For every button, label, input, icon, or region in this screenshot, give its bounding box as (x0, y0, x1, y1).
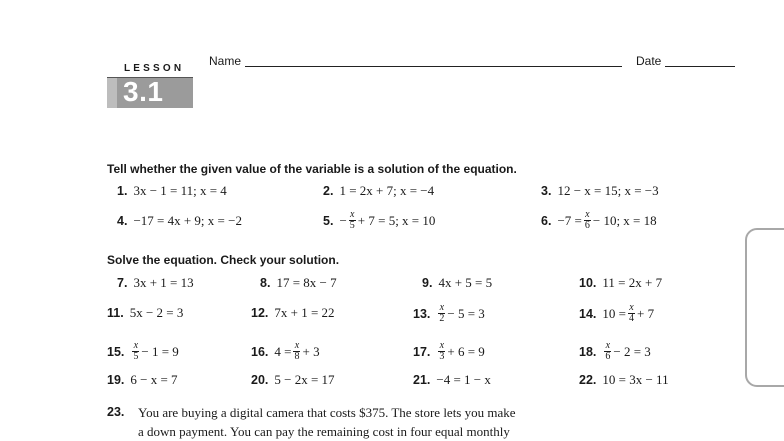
fraction: $\frac{x}{5}$ (133, 340, 139, 362)
problem-number: 8. (260, 276, 271, 290)
problem-expression: − 10; x = 18 (592, 212, 657, 228)
problem-number: 20. (251, 373, 269, 387)
name-field-line[interactable] (245, 66, 622, 67)
date-field-line[interactable] (665, 66, 735, 67)
problem-22 (579, 372, 669, 388)
problem-number: 11. (107, 306, 124, 320)
problem-2 (323, 183, 434, 199)
problem-4 (117, 213, 242, 229)
problem-expression: 17 = 8x − 7 (276, 275, 337, 290)
problem-5: 5. − $\frac{x}{5}$ + 7 = 5; x = 10 (323, 209, 436, 231)
problem-number: 22. (579, 373, 597, 387)
problem-12 (251, 305, 335, 321)
problem-expression: 11 = 2x + 7 (602, 275, 663, 290)
fraction: $\frac{x}{6}$ (605, 340, 611, 362)
problem-number: 14. (579, 306, 597, 321)
section1-instruction: Tell whether the given value of the variable is a solution of the equation. (107, 162, 517, 176)
problem-number: 5. (323, 213, 334, 228)
problem-20 (251, 372, 335, 388)
problem-expression: 4x + 5 = 5 (438, 275, 493, 290)
problem-15 (107, 341, 179, 362)
lesson-number: 3.1 (123, 76, 164, 107)
lesson-badge-strip (107, 78, 117, 108)
problem-expression: 3x + 1 = 13 (133, 275, 194, 290)
word-problem-line: a down payment. You can pay the remaining cost in four equal monthly (138, 424, 510, 439)
problem-expression-pre: 3 (133, 183, 140, 198)
side-tab (745, 228, 784, 387)
problem-17 (413, 341, 485, 362)
word-problem-text (138, 403, 608, 441)
problem-8 (260, 275, 337, 291)
problem-number: 12. (251, 306, 269, 320)
problem-number: 6. (541, 213, 552, 228)
problem-9 (422, 275, 492, 291)
problem-19 (107, 372, 178, 388)
problem-13 (413, 303, 485, 324)
problem-10 (579, 275, 662, 291)
problem-number: 16. (251, 344, 269, 359)
problem-expression: 10 = 3x − 11 (602, 372, 669, 387)
fraction: $\frac{x}{5}$ (349, 209, 355, 231)
fraction: $\frac{x}{2}$ (439, 302, 445, 324)
problem-16 (251, 341, 320, 362)
problem-number: 15. (107, 344, 125, 359)
problem-expression: − 2 = 3 (613, 343, 651, 359)
problem-18 (579, 341, 651, 362)
problem-number: 4. (117, 214, 128, 228)
problem-expression: 6 − x = 7 (130, 372, 178, 387)
problem-number: 17. (413, 344, 431, 359)
problem-expression: + 7 = 5; x = 10 (357, 212, 436, 228)
problem-14 (579, 303, 654, 324)
problem-number: 1. (117, 184, 128, 198)
word-problem-line: You are buying a digital camera that costs $375. The store lets you make (138, 405, 516, 420)
date-label: Date (636, 54, 662, 68)
problem-expression: − 5 = 3 (447, 305, 485, 321)
lesson-label: LESSON (124, 63, 185, 74)
problem-number: 10. (579, 276, 597, 290)
problem-expression: 7x + 1 = 22 (274, 305, 335, 320)
problem-expression: + 3 (302, 343, 320, 359)
problem-expression: 12 − x = 15; x = −3 (557, 183, 659, 198)
name-label: Name (209, 54, 242, 68)
problem-expression: + 7 (636, 305, 655, 321)
problem-number: 19. (107, 373, 125, 387)
problem-number: 9. (422, 276, 433, 290)
problem-3 (541, 183, 659, 199)
problem-number: 23. (107, 405, 125, 419)
problem-expression: + 6 = 9 (447, 343, 485, 359)
problem-expression: − 1 = 9 (141, 343, 179, 359)
problem-expression: 5 − 2x = 17 (274, 372, 335, 387)
problem-21 (413, 372, 491, 388)
problem-7 (117, 275, 194, 291)
problem-expression: 1 = 2x + 7; x = −4 (339, 183, 435, 198)
fraction: $\frac{x}{4}$ (628, 302, 634, 324)
problem-23 (107, 403, 608, 441)
problem-1 (117, 183, 227, 199)
problem-expression-pre: −7 = (557, 212, 582, 228)
fraction: $\frac{x}{3}$ (439, 340, 445, 362)
problem-expression-pre: 4 = (274, 343, 292, 359)
problem-expression-pre: 10 = (602, 305, 626, 321)
lesson-badge (107, 78, 193, 108)
problem-6 (541, 210, 657, 231)
problem-number: 18. (579, 344, 597, 359)
problem-expression: −4 = 1 − x (436, 372, 491, 387)
problem-expression: x − 1 = 11; x = 4 (139, 183, 227, 198)
fraction: $\frac{x}{8}$ (294, 340, 300, 362)
problem-number: 3. (541, 184, 552, 198)
section2-instruction: Solve the equation. Check your solution. (107, 253, 340, 267)
problem-expression: 5x − 2 = 3 (129, 305, 184, 320)
problem-number: 13. (413, 306, 431, 321)
problem-11 (107, 305, 183, 321)
problem-number: 21. (413, 373, 431, 387)
problem-number: 7. (117, 276, 128, 290)
problem-number: 2. (323, 184, 334, 198)
fraction: $\frac{x}{6}$ (584, 209, 590, 231)
problem-expression: −17 = 4x + 9; x = −2 (133, 213, 242, 228)
